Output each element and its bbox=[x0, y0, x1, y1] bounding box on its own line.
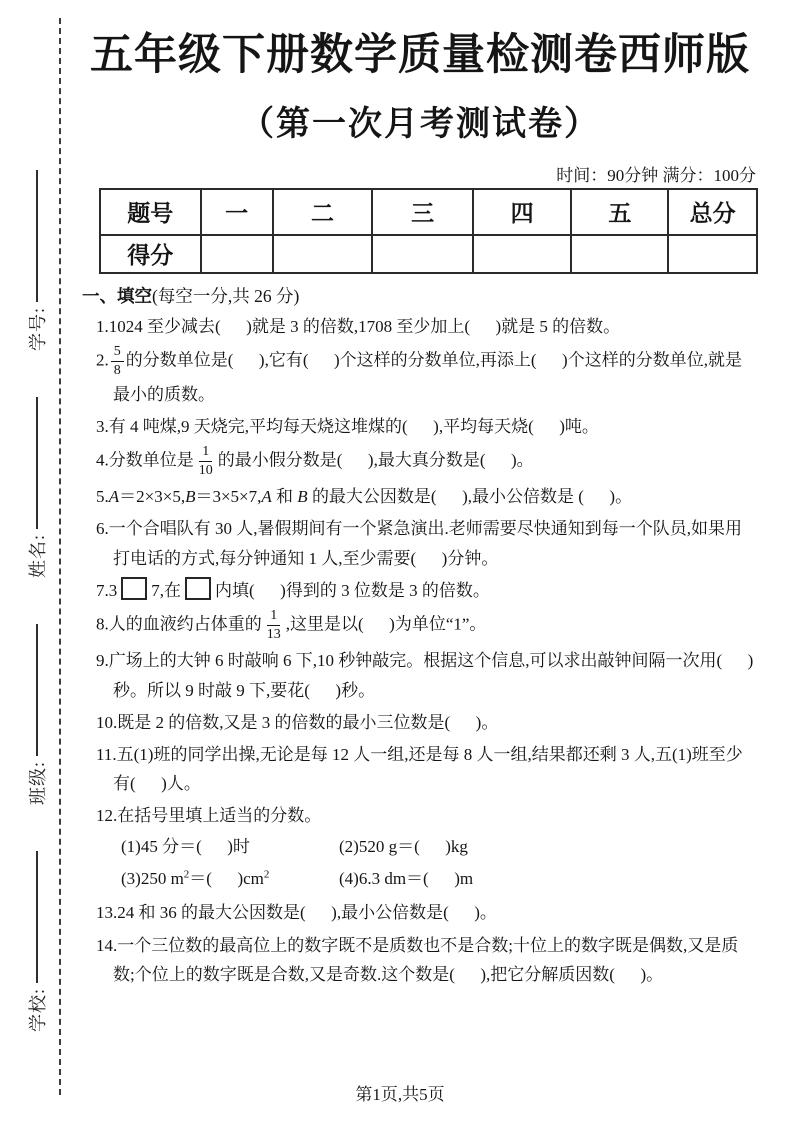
question-text: 8.人的血液约占体重的 bbox=[96, 614, 262, 634]
question-text: 7.3 bbox=[96, 580, 118, 600]
fraction-numerator: 1 bbox=[199, 444, 212, 462]
question-subrow bbox=[113, 863, 758, 895]
sidebar-field-line bbox=[36, 170, 38, 302]
sidebar-field-label: 班级: bbox=[28, 760, 48, 805]
sidebar-field-line bbox=[36, 397, 38, 529]
question-text: 14.一个三位数的最高位上的数字既不是质数也不是合数;十位上的数字既是偶数,又是质数;个位上的数字既是合数,又是奇数.这个数是( ),把它分解质因数( )。 bbox=[96, 935, 739, 984]
question-text: ＝( )cm bbox=[189, 869, 264, 888]
question-subitem bbox=[339, 863, 557, 895]
sidebar-field-line bbox=[36, 851, 38, 983]
score-table-header-row bbox=[100, 189, 757, 235]
sidebar-field-label: 姓名: bbox=[28, 533, 48, 578]
question-text: ,这里是以( )为单位“1”。 bbox=[285, 614, 487, 634]
fraction-denominator: 8 bbox=[113, 363, 121, 379]
question-text: 5. bbox=[96, 487, 109, 507]
question-text: (3)250 m bbox=[121, 869, 184, 888]
question-9 bbox=[82, 646, 758, 704]
page-footer: 第1页,共5页 bbox=[355, 1085, 445, 1104]
question-text: 的最小假分数是( ),最大真分数是( )。 bbox=[217, 450, 534, 470]
score-table-cell bbox=[372, 235, 473, 273]
sidebar-field-label: 学号: bbox=[28, 306, 48, 351]
section-title: 一、填空 bbox=[82, 285, 152, 306]
score-table-cell bbox=[668, 235, 757, 273]
question-13 bbox=[82, 898, 758, 927]
question-text: 7,在 bbox=[151, 580, 181, 600]
fraction-denominator: 13 bbox=[266, 627, 281, 643]
section-note: (每空一分,共 26 分) bbox=[152, 285, 300, 306]
question-8 bbox=[82, 608, 758, 643]
score-table-header-cell: 总分 bbox=[668, 189, 757, 235]
question-text: 的分数单位是( ),它有( )个这样的分数单位,再添上( )个这样的分数单位,就是最小的质数。 bbox=[113, 350, 742, 404]
question-14 bbox=[82, 931, 758, 989]
exam-title: 五年级下册数学质量检测卷西师版 bbox=[90, 32, 750, 79]
score-table-cell bbox=[571, 235, 668, 273]
question-text: 3.有 4 吨煤,9 天烧完,平均每天烧这堆煤的( ),平均每天烧( )吨。 bbox=[96, 416, 599, 436]
question-1 bbox=[82, 312, 758, 341]
sidebar-field bbox=[24, 397, 50, 578]
fraction bbox=[196, 444, 216, 479]
question-text: 2. bbox=[96, 350, 109, 370]
score-table-cell bbox=[473, 235, 572, 273]
question-text: 内填( )得到的 3 位数是 3 的倍数。 bbox=[215, 580, 490, 600]
question-subitem bbox=[339, 831, 557, 863]
question-10 bbox=[82, 708, 758, 737]
question-text: 4.分数单位是 bbox=[96, 450, 194, 470]
score-table-header-cell: 四 bbox=[473, 189, 572, 235]
score-table-header-cell: 一 bbox=[201, 189, 273, 235]
fraction-numerator: 1 bbox=[267, 608, 280, 626]
question-4 bbox=[82, 444, 758, 479]
score-table-cell bbox=[201, 235, 273, 273]
question-text: 13.24 和 36 的最大公因数是( ),最小公倍数是( )。 bbox=[96, 903, 497, 923]
question-7 bbox=[82, 576, 758, 605]
question-text: 6.一个合唱队有 30 人,暑假期间有一个紧急演出.老师需要尽快通知到每一个队员,如果用打电话的方式,每分钟通知 1 人,至少需要( )分钟。 bbox=[96, 519, 742, 568]
variable: A bbox=[261, 487, 272, 507]
superscript: 2 bbox=[263, 868, 270, 881]
question-text: 11.五(1)班的同学出操,无论是每 12 人一组,还是每 8 人一组,结果都还剩 3 人,五(1)班至少有( )人。 bbox=[96, 745, 743, 794]
question-text: 9.广场上的大钟 6 时敲响 6 下,10 秒钟敲完。根据这个信息,可以求出敲钟间隔一次用( )秒。所以 9 时敲 9 下,要花( )秒。 bbox=[96, 651, 754, 700]
sidebar-field bbox=[24, 851, 50, 1032]
section-heading bbox=[82, 284, 758, 309]
question-subitem bbox=[121, 831, 339, 863]
score-table-score-row bbox=[100, 235, 757, 273]
sidebar-field-line bbox=[36, 624, 38, 756]
exam-page bbox=[82, 0, 758, 1104]
sidebar-field bbox=[24, 170, 50, 351]
variable: A bbox=[108, 487, 120, 507]
variable: B bbox=[297, 487, 308, 507]
question-text: ＝3×5×7, bbox=[195, 487, 262, 507]
superscript: 2 bbox=[183, 868, 190, 881]
score-table-header-cell: 五 bbox=[571, 189, 668, 235]
fraction-numerator: 5 bbox=[111, 344, 124, 362]
student-info-sidebar bbox=[14, 62, 60, 1032]
question-text: 的最大公因数是( ),最小公倍数是 ( )。 bbox=[307, 487, 633, 507]
exam-subtitle: （第一次月考测试卷） bbox=[240, 105, 600, 143]
score-table-header-cell: 三 bbox=[372, 189, 473, 235]
question-text: (2)520 g＝( )kg bbox=[339, 836, 468, 856]
questions-list bbox=[82, 312, 758, 989]
time-score-meta: 时间：90分钟 满分：100分 bbox=[556, 165, 756, 185]
fraction bbox=[264, 608, 284, 643]
fraction bbox=[111, 344, 124, 379]
question-12 bbox=[82, 801, 758, 895]
question-6 bbox=[82, 514, 758, 572]
sidebar-field-label: 学校: bbox=[28, 987, 48, 1032]
question-3 bbox=[82, 412, 758, 441]
variable: B bbox=[185, 487, 196, 507]
fraction-denominator: 10 bbox=[198, 463, 213, 479]
score-table-header-cell: 二 bbox=[273, 189, 373, 235]
question-text: (1)45 分＝( )时 bbox=[121, 836, 250, 856]
question-text: 1.1024 至少减去( )就是 3 的倍数,1708 至少加上( )就是 5 的倍数。 bbox=[96, 317, 621, 337]
question-2 bbox=[82, 344, 758, 408]
sidebar-field bbox=[24, 624, 50, 805]
question-subitem bbox=[121, 863, 339, 895]
blank-box bbox=[121, 577, 147, 600]
question-text: 10.既是 2 的倍数,又是 3 的倍数的最小三位数是( )。 bbox=[96, 712, 499, 732]
question-11 bbox=[82, 740, 758, 798]
question-text: 和 bbox=[271, 487, 298, 507]
question-text: (4)6.3 dm＝( )m bbox=[339, 869, 474, 888]
question-text: 12.在括号里填上适当的分数。 bbox=[96, 806, 322, 826]
score-table bbox=[99, 188, 758, 274]
question-subrow bbox=[113, 831, 758, 863]
score-table-cell bbox=[273, 235, 373, 273]
question-5 bbox=[82, 482, 758, 511]
score-table-row-label: 得分 bbox=[100, 235, 201, 273]
score-table-header-cell: 题号 bbox=[100, 189, 201, 235]
blank-box bbox=[185, 577, 211, 600]
question-text: ＝2×3×5, bbox=[119, 487, 186, 507]
